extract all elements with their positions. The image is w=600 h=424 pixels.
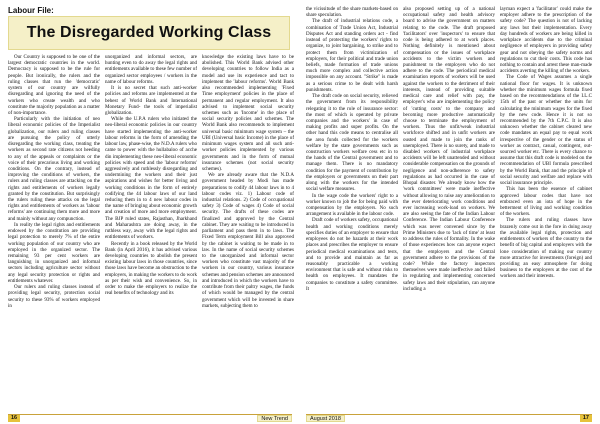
paragraph: knowledge the existing laws have to be abolished. This World Bank advised other developing countries to follow India as a model and use its experience and tact to implement the 'labour reforms'. World Bank also recommended implementing 'Fixed Time employment' policies in the place of permanent and regular employment. It also advised to implement social security schemes such as 'Income' in the place of social security policies and schemes. The World Bank also recommends to implement universal basic minimum wage system – the UBI (Universal basic Income) in the place of minimum wages system and all such anti-worker policies implemented by various governments and in the form of mutual insurance schemes (not social security schemes).: [202, 54, 294, 172]
right-columns: [306, 6, 592, 406]
right-page: [300, 0, 600, 424]
paragraph: While the U.P.A rulers who initiated the neo-liberal economic policies in our country have started implementing the anti-worker labour reforms in the form of amending the labour law, phase-wise, the N.D.A rulers who came to power with the hullabaloo of acche din implementing these neo-liberal economic policies with speed and the 'labour reforms' aggressively and ruthlessly disregarding and undermining the workers and their just aspirations and wishes for better living and working conditions in the form of entirely codifying the 44 labour laws of our land reducing them in to 4 new labour codes in the name of bringing about economic growth and creation of more and more employment. The BJP ruled states, Rajasthan, Jharkhand and Maharashtra are doing away, in the ruthless way, away with the legal rights and entitlements of workers.: [105, 116, 197, 241]
section-label: Labour File:: [8, 6, 54, 15]
left-column-2: [105, 54, 197, 408]
paragraph: The rulers and ruling classes have brazenly come out in the fore in doing away the available legal rights, protection and entitlements of workers of the country to the benefit of big capital and employers with the lone consideration of making our country more attractive for investments (foreign) and providing an easy atmosphere for doing business to the employers at the cost of the workers and their interests.: [500, 217, 592, 280]
paragraph: Draft code of workers safety, occupational health and working conditions merely specifies duties of an employer to ensure that employees do not be hazards at their work places and prescribes the employer to ensure periodical medical examinations and tests, and to provide and maintain as far as reasonably practicable a working environment that is safe and without risks to health on employees. It mandates the companies to constitute a safety committee. It: [306, 217, 398, 292]
paragraph: We are already aware that the N.D.A government headed by Modi has made preparations to codify 44 labour laws in to 4 labour codes viz. 1) Labour code of industrial relations. 2) Code of occupational safety 3) Code of wages 4) Code of social security. The drafts of these codes are finalized and approved by the Central cabinet. They are waiting to be introduced in parliament and pass them in to laws. The Fixed Term employment Bill also approved by the cabinet is waiting to be made in to law. In the name of social security schemes to the unorganized and informal sector workers who constitute vast majority of the workers in our country, various insurance schemes and pension schemes are announced and introduced in which the workers have to contribute from their paltry wages, the funds of which would be managed by the central government which will be invested in share markets, subjecting them to: [202, 172, 294, 309]
paragraph: also proposed setting up of a national occupational safety and health advisory board to advise the government on matters relating to the code. The draft proposed 'facilitators' over 'inspectors' to ensure that code is being adhered to at work places. Nothing definitely is mentioned about compensation or the issues of workplace accidents to the victim workers and punishment to the employers who do not adhere to the code. The periodical medical examination reports of workers will be used against the workers to the detriment of their interests, instead of providing suitable medical care and relief with pay, the employer's who are implementing the policy of 'cutting costs' to the company and becoming more productive automatically choose to terminate the employment of workers. Thus the unfit/weak industrial workforce shifted and in unfit workers are ousted and made to join the ranks of unemployed. There is no surety, and made to disabled workers of industrial workplace accidents will be left unattended and without considerable compensation on the grounds of negligence and non-adherence to safety regulations as had occurred in the case of Bhopal disaster. We already know how the 'work committees' were made ineffective without allowing to raise any amelioration to the ever deteriorating work conditions and ever increasing work-load on workers. We are also seeing the fate of the Indian Labour Conference. The Indian Labour Conference which was never convened since by the Prime Ministers due to 'lack of time' at least to address the rules of formality. In the wake of those experiences how can anyone expect that the employers and the Central government adhere to the provisions of the code? While the factory inspectors themselves were made ineffective and failed in regulating and implementing concerned safety laws and their stipulation, can anyone including a: [403, 6, 495, 292]
publication-name: New Trend: [257, 415, 292, 422]
paragraph: unorganized and informal sectors, are hunting even to do away the legal rights and entitlements available to these few number of organized sector employees / workers in the name of labour reforms.: [105, 54, 197, 85]
left-footer: [8, 414, 292, 422]
paragraph: The draft code on social security, relieved the government from its responsibility relegating it to the role of insurance sector: the most of which is operated by private companies and the workers' in case of making profits and super profits. On the other hand this code means to centralise all the area funds collected for the workers welfare by the state governments such as construction workers welfare cess etc in to the hands of the Central government and to manage them. There is no mandatory condition for the payment of contribution by the employers or governments on their part along with the workers for the intended social welfare measures.: [306, 93, 398, 193]
right-column-2: [403, 6, 495, 406]
paragraph: layman expect a 'facilitator' could make the employer adhere to the prescription of the safety code? The question is not of lacking any laws but their implementation. Every day hundreds of workers are being killed in workplace accidents due to the criminal negligence of employers in providing safety gear and not obeying the safety norms and regulations to cut their costs. This code has nothing to contain and arrest these man-made accidents averting the killing of the workers.: [500, 6, 592, 75]
right-column-1: [306, 6, 398, 406]
right-column-3: [500, 6, 592, 406]
paragraph: Our Country is supposed to be one of the largest democratic countries in the world. Democracy is supposed to be the rule for people. But ironically, the rulers and the ruling classes that run the 'democratic' system of our country are wilfully disregarding and ignoring the need of the workers who create wealth and who constitute the majority population as a matter of non-importance.: [8, 54, 100, 116]
left-column-1: [8, 54, 100, 408]
paragraph: This has been the essence of cabinet approved labour codes that have not embraced even an iota of hope in the betterment of living and working condition of the workers.: [500, 186, 592, 218]
left-columns: [8, 54, 296, 408]
page-number: 16: [8, 415, 20, 422]
paragraph: the vicissitude of the share markets-based on share speculation.: [306, 6, 398, 19]
left-column-3: [202, 54, 294, 408]
page-number: 17: [580, 415, 592, 422]
paragraph: It is no secret that such anti-worker policies and reforms are implemented at the behest of World Bank and International Monetary Fund- the tools of imperialist globalization.: [105, 85, 197, 116]
paragraph: The Code of Wages assumes a single national floor for wages. It is unknown whether the minimum wages formula fixed based on the recommendations of the I.L.C 15th of the past or whether the units for calculating the minimum wages for the fixed by the new code. Hence it is not so recommended by the 7th C.P.C. It is also unknown whether the cabinet cleared new code mandates an equal pay to equal work irrespective of the gender or the status of worker as contract, casual, contingent, out-sourced worker etc. There is every chance to assume that this draft code is modeled on the recommendation of UBI formula prescribed by the World Bank, that and the principle of social security and welfare and replace with social insurance principle.: [500, 74, 592, 187]
article-title: The Disregarded Working Class: [26, 24, 272, 41]
paragraph: Recently in a book released by the World Bank (in April 2016), it has advised various developing countries to abolish the present existing labour laws in those countries, since those laws have become an obstruction to the employers, in making the workers to do work as per their wish and convenience. So, in order to make the employers to realize the real benefits of technology and its: [105, 240, 197, 297]
issue-date: August 2018: [306, 415, 345, 422]
paragraph: Particularly with the initiation of neo liberal economic policies of the Imperialist globalization, our rulers and ruling classes are pursuing the policy of utterly disregarding the working class, treating the workers as second rate citizens not heeding to any of the appeals or complaints or the voice of their precarious living and working conditions. On the contrary, instead of improving the conditions of workers, the rulers and ruling classes are attacking on the rights and entitlements of workers legally granted by the constitution. But surprisingly the rulers ruling these attacks on the legal rights and entitlements of workers as 'labour reforms' are continuing them more and more and mainly without any compunction.: [8, 116, 100, 222]
paragraph: The draft of industrial relations code, a combination of Trade Union Act, Industrial Disputes Act and standing orders act - find instead of protecting the workers' rights to organize, to joint bargaining, to strike and to protect them from victimization of employers, for their political and trade union beliefs, made formation of trade unions much more complex and collective action impossible on any account. "Strike" is made as a serious crime to be dealt with harsh punishments.: [306, 18, 398, 93]
paragraph: Our rulers and ruling classes instead of providing legal security, protection social security to these 93% of workers employed in: [8, 284, 100, 309]
article-title-banner: [8, 16, 290, 50]
paragraph: In the wage code the workers' right to a worker known to job the for being paid with compensation by the employers. No such arrangement is available in the labour code.: [306, 192, 398, 218]
right-footer: [306, 414, 592, 422]
paragraph: In reality the legal rights and entitlements endowed by the constitution are providing legal protection to merely 7% of the entire working population of our country who are employed in the organized sector. The remaining 93 per cent workers are languishing in unorganized and informal sectors including agriculture sector without any legal security protection or rights and entitlements whatever.: [8, 221, 100, 284]
